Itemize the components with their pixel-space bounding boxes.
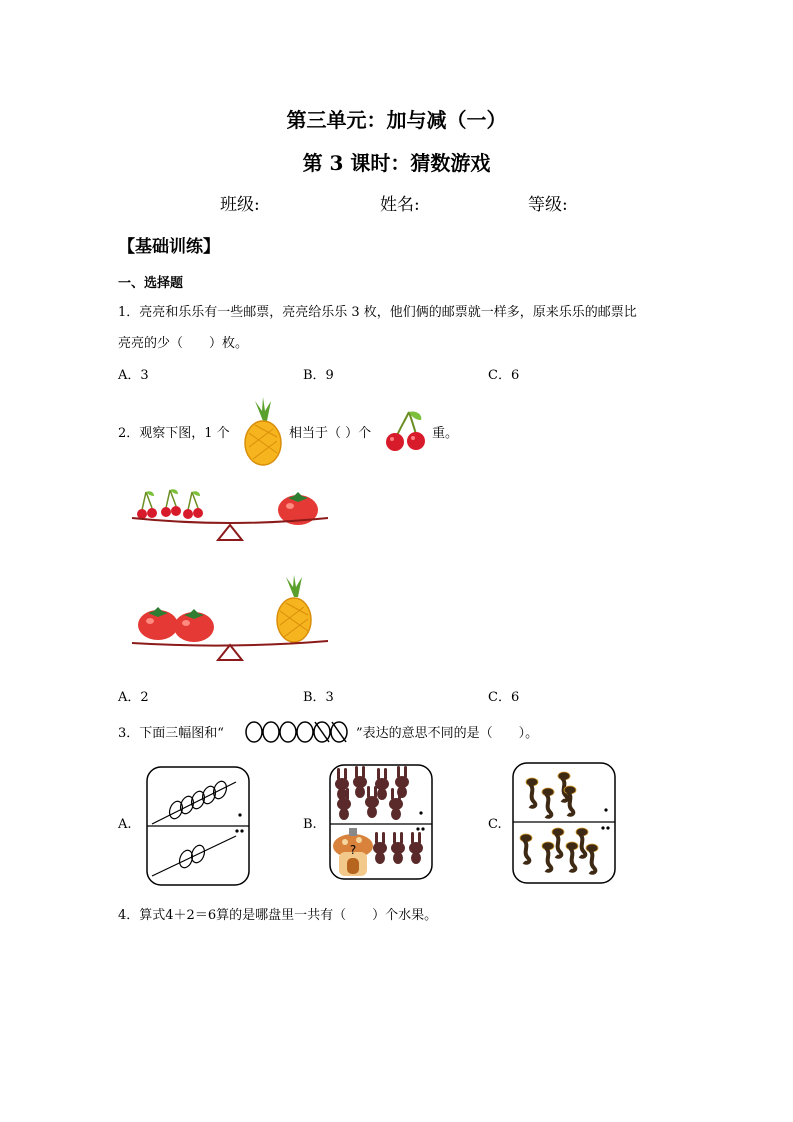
section-subtitle: 一、选择题 [118, 276, 184, 291]
tomato-icon [138, 607, 178, 640]
cherries-icon [385, 410, 429, 452]
q3-option-b-picture [329, 764, 433, 880]
balance-scale-2 [130, 575, 335, 665]
lesson-title: 第 3 课时：猜数游戏 [302, 151, 491, 175]
q3-text-part2: ”表达的意思不同的是（ ）。 [356, 726, 539, 741]
q2-option-b: B．3 [303, 690, 334, 705]
q1-option-b: B．9 [303, 368, 334, 383]
q3-option-a-picture [146, 766, 251, 886]
q2-text-part1: 2．观察下图，1 个 [118, 426, 230, 441]
grade-label: 等级: [528, 195, 568, 215]
q4-text: 4．算式4＋2＝6算的是哪盘里一共有（ ）个水果。 [118, 908, 438, 923]
name-label: 姓名: [380, 195, 420, 215]
q2-text-part3: 重。 [432, 426, 459, 441]
q3-option-c-picture [512, 762, 616, 884]
q1-option-a: A．3 [118, 368, 149, 383]
six-circles-two-crossed-icon [244, 720, 350, 744]
q3-text-part1: 3．下面三幅图和“ [118, 726, 224, 741]
q2-option-c: C．6 [488, 690, 520, 705]
q2-option-a: A．2 [118, 690, 149, 705]
q1-line2: 亮亮的少（ ）枚。 [118, 336, 249, 351]
class-label: 班级: [220, 195, 260, 215]
section-title: 【基础训练】 [118, 237, 220, 257]
q3-option-b-label: B. [303, 817, 317, 832]
unit-title: 第三单元：加与减（一） [286, 108, 507, 132]
q1-line1: 1．亮亮和乐乐有一些邮票，亮亮给乐乐 3 枚，他们俩的邮票就一样多，原来乐乐的邮票比 [118, 305, 637, 320]
q1-option-c: C．6 [488, 368, 520, 383]
q3-option-c-label: C. [488, 817, 502, 832]
q2-text-part2: 相当于（ ）个 [289, 426, 372, 441]
balance-scale-1 [130, 488, 335, 546]
pineapple-icon [277, 575, 311, 642]
pineapple-icon [243, 397, 283, 465]
q3-option-a-label: A. [118, 817, 132, 832]
tomato-icon [174, 609, 214, 642]
cherries-group-icon [137, 489, 203, 519]
svg-text:?: ? [349, 843, 357, 857]
